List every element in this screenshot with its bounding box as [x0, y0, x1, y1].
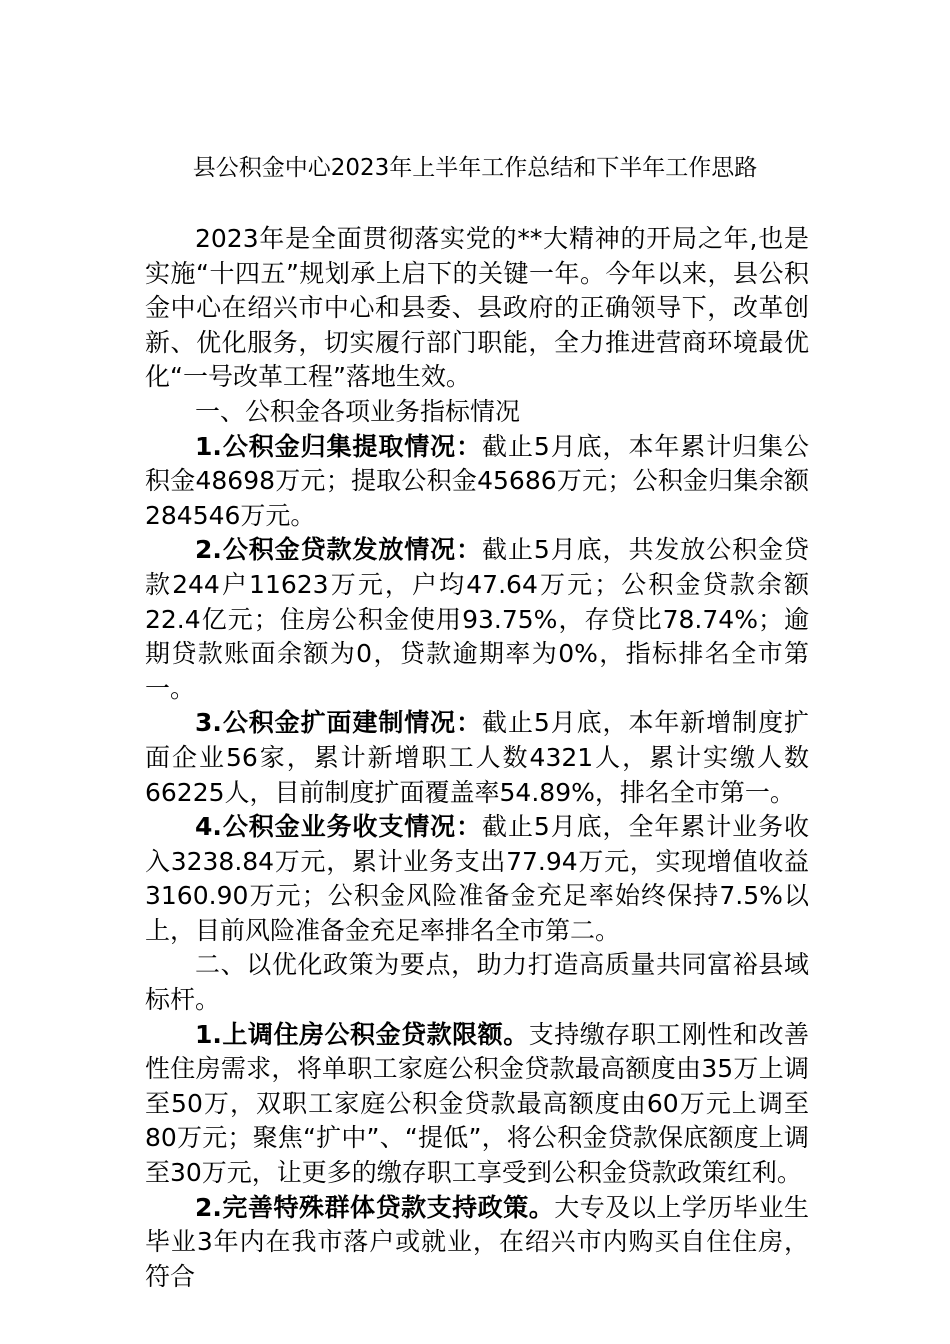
section-heading-2: [145, 948, 809, 1017]
paragraph-lead: 2.完善特殊群体贷款支持政策。: [195, 1192, 555, 1222]
paragraph-lead: 1.上调住房公积金贷款限额。: [195, 1019, 529, 1049]
paragraph-lead: 2.公积金贷款发放情况：: [195, 535, 483, 565]
paragraph-text: 截止5月底，全年累计业务收入3238.84万元，累计业务支出77.94万元，实现增值收益3160.90万元；公积金风险准备金充足率始终保持7.5%以上，目前风险准备金充足率排名全市第二。: [145, 812, 809, 945]
paragraph-text: 2023年是全面贯彻落实党的**大精神的开局之年,也是实施“十四五”规划承上启下的关键一年。今年以来，县公积金中心在绍兴市中心和县委、县政府的正确领导下，改革创新、优化服务，切实履行部门职能，全力推进营商环境最优化“一号改革工程”落地生效。: [145, 224, 809, 392]
document-body: [145, 222, 809, 1294]
paragraph-text: 二、以优化政策为要点，助力打造高质量共同富裕县域标杆。: [145, 950, 809, 1015]
paragraph-text: 支持缴存职工刚性和改善性住房需求，将单职工家庭公积金贷款最高额度由35万上调至50万，双职工家庭公积金贷款最高额度由60万元上调至80万元；聚焦“扩中”、“提低”，将公积金贷款保底额度上调至30万元，让更多的缴存职工享受到公积金贷款政策红利。: [145, 1019, 809, 1188]
paragraph-text: 截止5月底，共发放公积金贷款244户11623万元，户均47.64万元；公积金贷款余额22.4亿元；住房公积金使用93.75%，存贷比78.74%；逾期贷款账面余额为0，贷款逾期率为0%，指标排名全市第一。: [145, 535, 809, 703]
paragraph-item-1-3: [145, 706, 809, 810]
paragraph-lead: 1.公积金归集提取情况：: [195, 431, 483, 461]
paragraph-text: 截止5月底，本年累计归集公积金48698万元；提取公积金45686万元；公积金归集余额284546万元。: [145, 431, 809, 530]
paragraph-item-1-1: [145, 430, 809, 534]
paragraph-text: 大专及以上学历毕业生毕业3年内在我市落户或就业，在绍兴市内购买自住住房，符合: [145, 1192, 809, 1291]
section-heading-1: [145, 395, 809, 430]
document-title: 县公积金中心2023年上半年工作总结和下半年工作思路: [192, 155, 758, 181]
paragraph-item-1-4: [145, 810, 809, 948]
paragraph-item-2-2: [145, 1191, 809, 1295]
paragraph-text: 一、公积金各项业务指标情况: [195, 396, 521, 426]
paragraph-lead: 3.公积金扩面建制情况：: [195, 708, 483, 738]
paragraph-item-1-2: [145, 533, 809, 706]
paragraph-intro: [145, 222, 809, 395]
paragraph-item-2-1: [145, 1018, 809, 1191]
paragraph-text: 截止5月底，本年新增制度扩面企业56家，累计新增职工人数4321人，累计实缴人数66225人，目前制度扩面覆盖率54.89%，排名全市第一。: [145, 708, 809, 807]
paragraph-lead: 4.公积金业务收支情况：: [195, 812, 483, 842]
